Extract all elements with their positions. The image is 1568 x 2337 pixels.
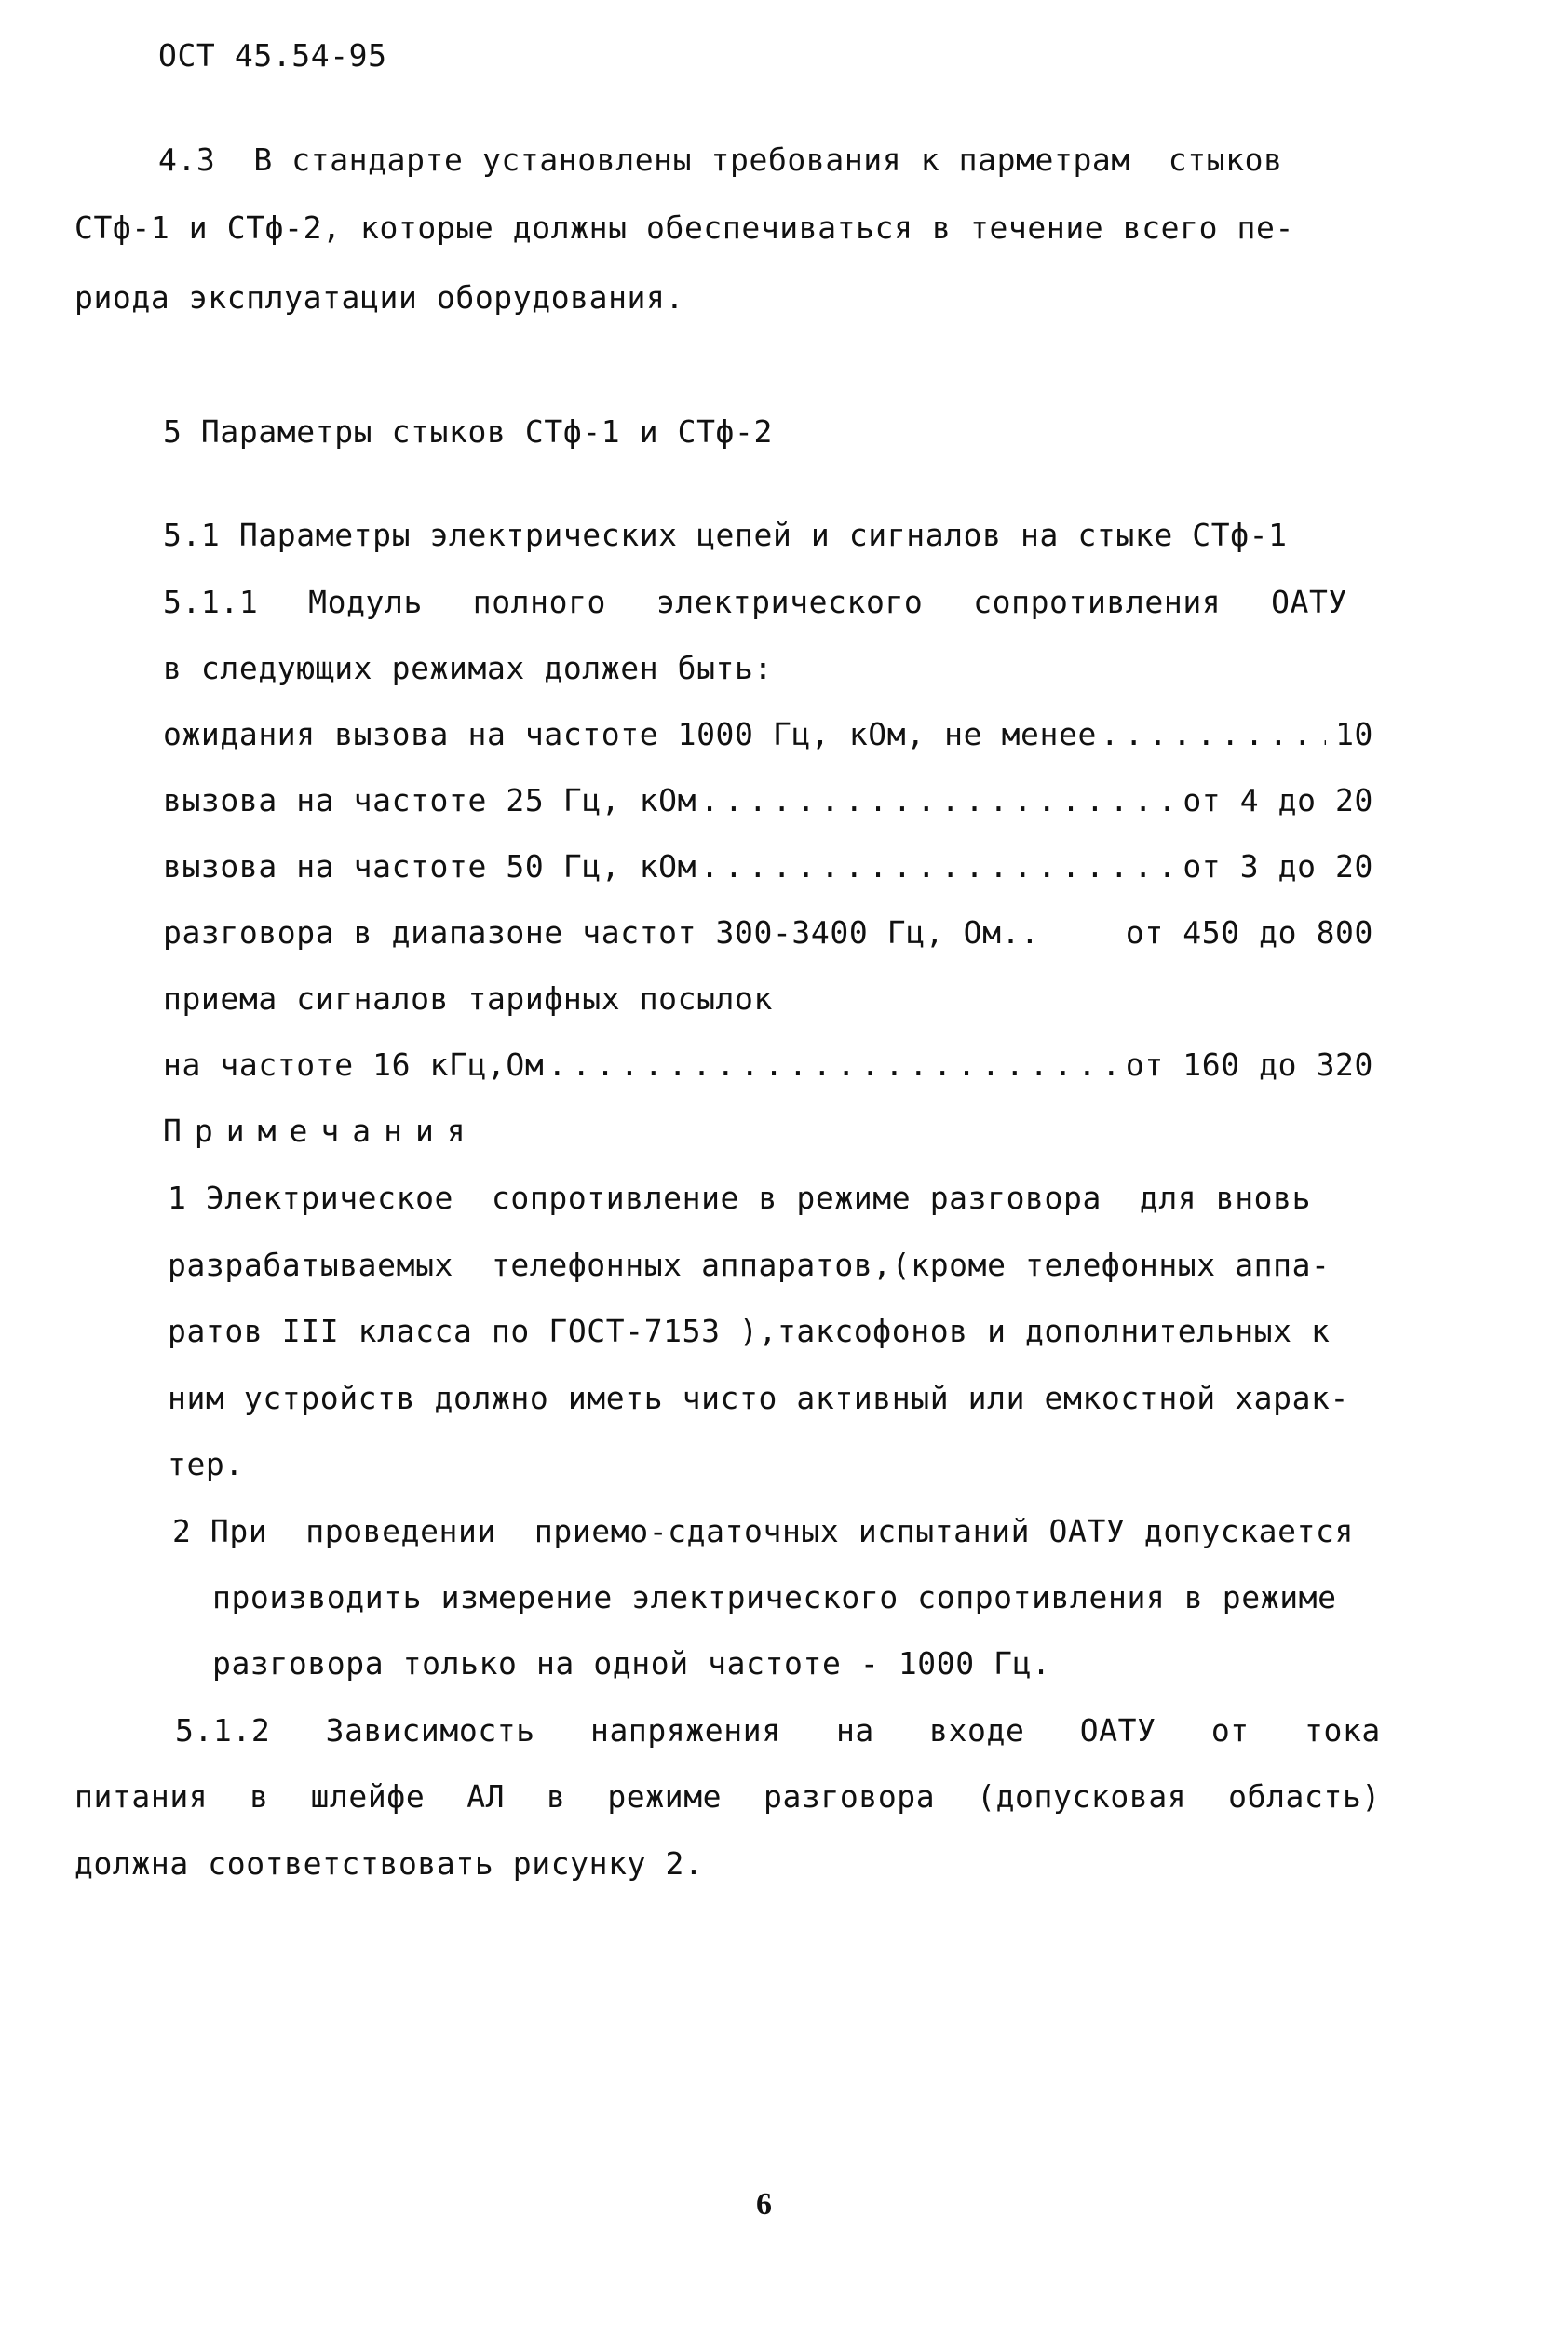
- section-5-title: 5 Параметры стыков СТф-1 и СТф-2: [163, 413, 773, 450]
- note-1-line-1: 1 Электрическое сопротивление в режиме разговора для вновь: [168, 1180, 1312, 1216]
- word: от: [1210, 1712, 1250, 1749]
- mode-value: от 160 до 320: [1125, 1047, 1373, 1083]
- word: шлейфе: [310, 1778, 426, 1815]
- notes-title: Примечания: [163, 1113, 479, 1149]
- section-5-1-title: 5.1 Параметры электрических цепей и сигналов на стыке СТф-1: [163, 517, 1288, 553]
- mode-row-conversation: [163, 914, 1373, 952]
- word: в: [250, 1778, 269, 1815]
- leader-dots: [547, 1047, 1116, 1084]
- section-5-1-1-line-2: в следующих режимах должен быть:: [163, 650, 773, 686]
- leader-dots: [700, 848, 1173, 885]
- word: 5.1.2: [175, 1712, 271, 1749]
- mode-value: от 3 до 20: [1183, 848, 1373, 885]
- section-5-1-2-line-1: [175, 1712, 1381, 1749]
- word: входе: [929, 1712, 1025, 1749]
- leader-dots: [1101, 716, 1326, 753]
- word: (допусковая: [977, 1778, 1187, 1815]
- note-2-line-3: разговора только на одной частоте - 1000 Гц.: [212, 1645, 1051, 1682]
- word: тока: [1304, 1712, 1381, 1749]
- mode-row-standby: [163, 716, 1373, 753]
- note-1-line-5: тер.: [168, 1446, 244, 1482]
- mode-row-call-50hz: [163, 848, 1373, 885]
- word: область): [1228, 1778, 1381, 1815]
- word: полного: [472, 584, 607, 620]
- word: ОАТУ: [1079, 1712, 1156, 1749]
- word: ОАТУ: [1271, 584, 1347, 620]
- note-2-line-2: производить измерение электрического сопротивления в режиме: [212, 1579, 1337, 1615]
- note-1-line-2: разрабатываемых телефонных аппаратов,(кроме телефонных аппа-: [168, 1247, 1331, 1283]
- word: напряжения: [590, 1712, 781, 1749]
- note-1-line-3: ратов III класса по ГОСТ-7153 ),таксофонов и дополнительных к: [168, 1313, 1331, 1349]
- word: сопротивления: [973, 584, 1222, 620]
- section-5-1-1-line-1: [163, 584, 1347, 621]
- mode-value: 10: [1335, 716, 1373, 752]
- section-4-3-line-1: 4.3 В стандарте установлены требования к парметрам стыков: [158, 142, 1283, 178]
- section-5-1-2-line-3: должна соответствовать рисунку 2.: [74, 1845, 704, 1882]
- word: Зависимость: [325, 1712, 535, 1749]
- word: режиме: [607, 1778, 723, 1815]
- mode-value: от 450 до 800: [1125, 914, 1373, 951]
- word: Модуль: [308, 584, 423, 620]
- mode-label: на частоте 16 кГц,Ом: [163, 1047, 545, 1083]
- word: на: [835, 1712, 874, 1749]
- note-2-line-1: 2 При проведении приемо-сдаточных испытаний ОАТУ допускается: [172, 1513, 1354, 1549]
- mode-row-tariff: [163, 1047, 1373, 1084]
- leader-dots: [700, 782, 1173, 819]
- word: 5.1.1: [163, 584, 259, 620]
- section-4-3-line-2: СТф-1 и СТф-2, которые должны обеспечиваться в течение всего пе-: [74, 209, 1294, 246]
- mode-label: вызова на частоте 25 Гц, кОм: [163, 782, 697, 818]
- mode-value: от 4 до 20: [1183, 782, 1373, 818]
- mode-row-call-25hz: [163, 782, 1373, 819]
- word: в: [547, 1778, 566, 1815]
- mode-label: вызова на частоте 50 Гц, кОм: [163, 848, 697, 885]
- note-1-line-4: ним устройств должно иметь чисто активный или емкостной харак-: [168, 1380, 1349, 1416]
- mode-label: ожидания вызова на частоте 1000 Гц, кОм, не менее: [163, 716, 1097, 752]
- tariff-label: приема сигналов тарифных посылок: [163, 980, 773, 1017]
- document-code: ОСТ 45.54-95: [158, 37, 387, 74]
- word: электрического: [656, 584, 924, 620]
- word: разговора: [764, 1778, 936, 1815]
- page-number: 6: [756, 2187, 772, 2222]
- section-4-3-line-3: риода эксплуатации оборудования.: [74, 279, 684, 316]
- word: питания: [74, 1778, 209, 1815]
- section-5-1-2-line-2: [74, 1778, 1381, 1816]
- word: АЛ: [466, 1778, 506, 1815]
- mode-label: разговора в диапазоне частот 300-3400 Гц, Ом..: [163, 914, 1040, 951]
